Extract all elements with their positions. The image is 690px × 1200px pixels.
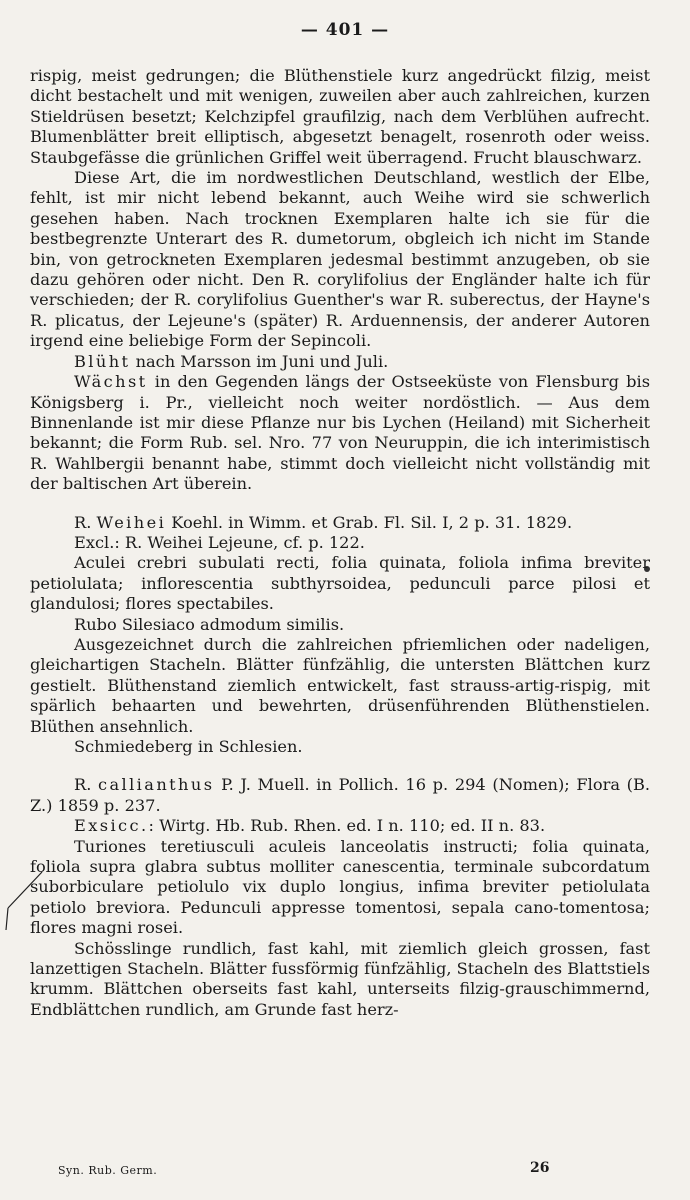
species-weihei-locality: Schmiedeberg in Schlesien. (74, 737, 303, 756)
flowering-text: nach Marsson im Juni und Juli. (130, 351, 389, 371)
page-number: — 401 — (300, 20, 390, 40)
flowering-lead: Blüht (74, 351, 131, 371)
species-weihei-excl: Excl.: R. Weihei Lejeune, cf. p. 122. (74, 532, 365, 552)
species-callianthus-german: Schösslinge rundlich, fast kahl, mit ziemlich gleich grossen, fast lanzettigen Stacheln. Blätter fussförmig fünfzählig, Stacheln des Blattstiels krumm. Blättchen oberseits fast kahl, unterseits filzig-grauschimmernd, Endblättchen rundlich, am Grunde fast herz- (30, 938, 650, 1019)
species-callianthus-title: R. callianthus P. J. Muell. in Pollich. 16 p. 294 (Nomen); Flora (B. Z.) 1859 p. 237. (30, 775, 650, 815)
species-weihei-german: Ausgezeichnet durch die zahlreichen pfriemlichen oder nadeligen, gleichartigen Stacheln. Blätter fünfzählig, die untersten Blättchen kurz gestielt. Blüthenstand ziemlich entwickelt, fast strauss-artig-rispig, mit spärlich behaarten und bewehrten, drüsenführenden Blüthenstielen. Blüthen ansehnlich. (30, 634, 650, 736)
text-body (30, 66, 650, 1020)
species-callianthus-exsicc: Exsicc.: Wirtg. Hb. Rub. Rhen. ed. I n. 110; ed. II n. 83. (74, 816, 546, 836)
sheet-number: 26 (530, 1160, 550, 1176)
species-weihei-title: R. Weihei Koehl. in Wimm. et Grab. Fl. Sil. I, 2 p. 31. 1829. (74, 512, 573, 532)
distribution-text: in den Gegenden längs der Ostseeküste von Flensburg bis Königsberg i. Pr., vielleicht noch weiter nordöstlich. — Aus dem Binnenlande ist mir diese Pflanze nur bis Lychen (Heiland) mit Sicherheit bekannt; die Form Rub. sel. Nro. 77 von Neuruppin, die ich interimistisch R. Wahlbergii benannt habe, stimmt doch vielleicht nicht vollständig mit der baltischen Art überein. (30, 372, 650, 494)
species-weihei-similar: Rubo Silesiaco admodum similis. (74, 614, 345, 634)
species-weihei-name: Weihei (96, 512, 167, 532)
paragraph-continued: rispig, meist gedrungen; die Blüthenstiele kurz angedrückt filzig, meist dicht bestachelt und mit wenigen, zuweilen aber auch zahlreichen, kurzen Stieldrüsen besetzt; Kelchzipfel graufilzig, nach dem Verblühen aufrecht. Blumenblätter breit elliptisch, abgesetzt benagelt, rosenroth oder weiss. Staubgefässe die grünlichen Griffel weit überragend. Frucht blauschwarz. (30, 66, 650, 167)
species-weihei-latin: Aculei crebri subulati recti, folia quinata, foliola infima breviter petiolulata; inflorescentia subthyrsoidea, pedunculi parce pilosi et glandulosi; flores spectabiles. (30, 553, 650, 614)
paragraph-distribution (30, 372, 650, 494)
distribution-lead: Wächst (74, 372, 148, 392)
paragraph-discussion: Diese Art, die im nordwestlichen Deutschland, westlich der Elbe, fehlt, ist mir nicht lebend bekannt, auch Weihe wird sie schwerlich gesehen haben. Nach trocknen Exemplaren halte ich sie für die bestbegrenzte Unterart des R. dumetorum, obgleich ich nicht im Stande bin, von getrockneten Exemplaren jedesmal bestimmt anzugeben, ob sie dazu gehören oder nicht. Den R. corylifolius der Engländer halte ich für verschieden; der R. corylifolius Guenther's war R. suberectus, der Hayne's R. plicatus, der Lejeune's (später) R. Arduennensis, der anderer Autoren irgend eine beliebige Form der Sepincoli. (30, 168, 650, 351)
signature-mark: Syn. Rub. Germ. (58, 1164, 158, 1177)
species-callianthus-name: callianthus (98, 775, 215, 795)
species-callianthus-latin: Turiones teretiusculi aculeis lanceolatis instructi; folia quinata, foliola supra glabra subtus molliter canescentia, terminale subcordatum suborbiculare petiolulo vix duplo longius, infima breviter petiolulata petiolo breviora. Pedunculi appresse tomentosi, sepala cano-tomentosa; flores magni rosei. (30, 836, 650, 938)
paragraph-flowering (30, 352, 650, 372)
